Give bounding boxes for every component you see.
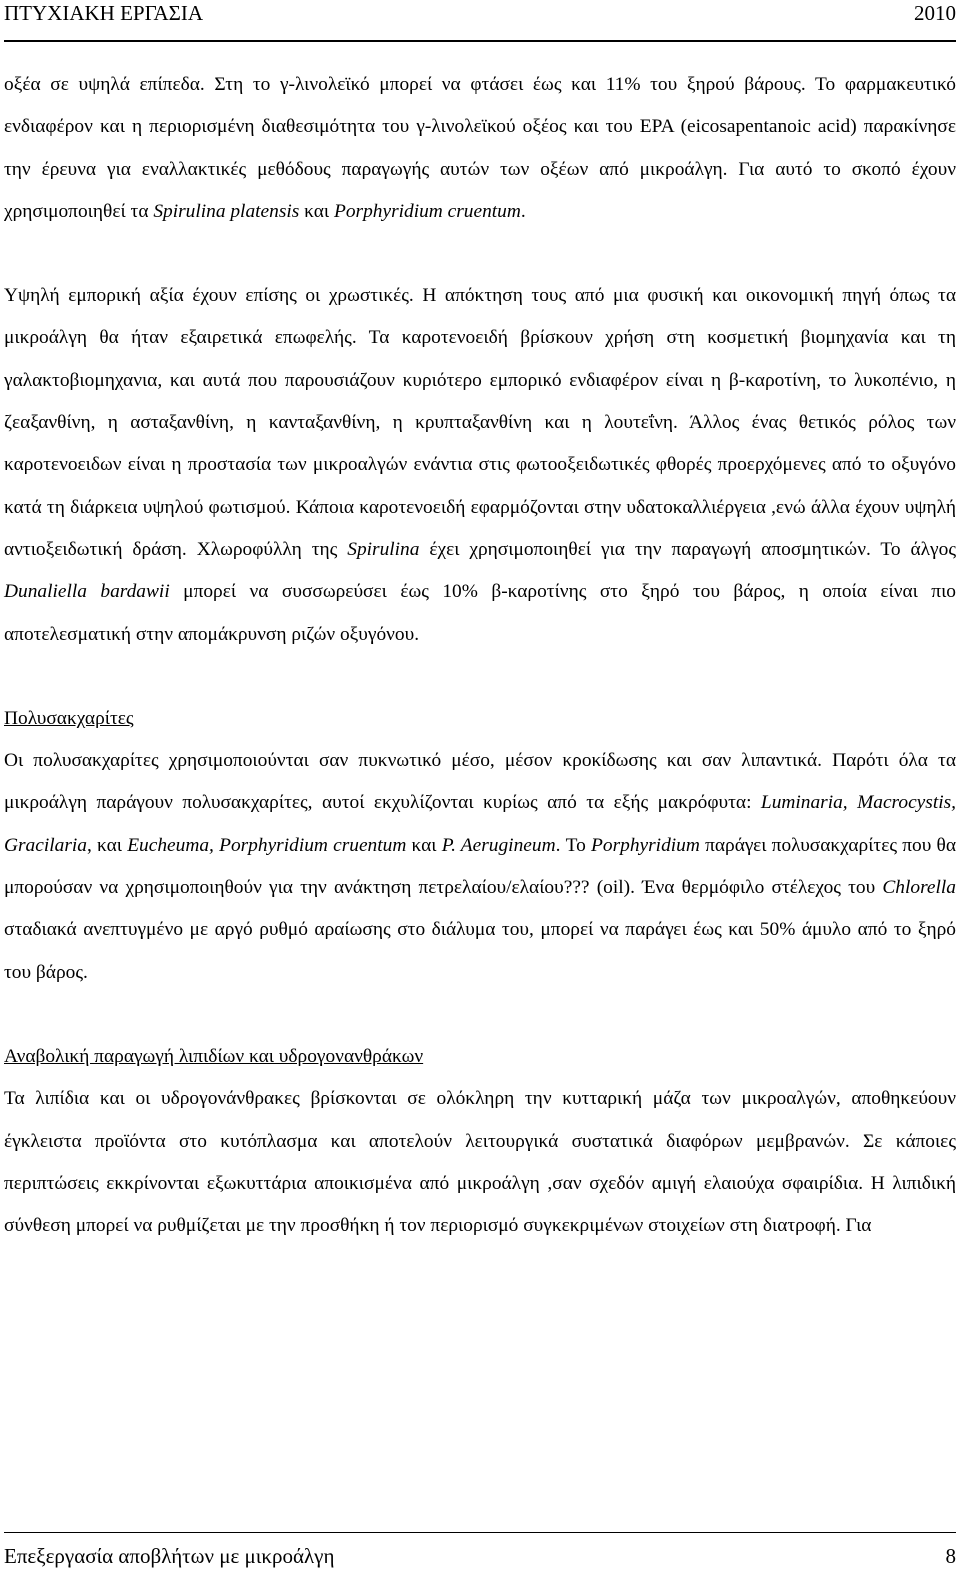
species-name: Porphyridium [591, 834, 700, 856]
paragraph-gap [4, 994, 956, 1036]
text-run: οξέα σε υψηλά επίπεδα. Στη το γ-λινολεϊκό μπορεί να φτάσει έως και 11% του ξηρού βάρους. Το φαρμακευτικό ενδιαφέρον και η περιορισμένη διαθεσιμότητα του γ-λινολεϊκού οξέος και του EPA (eicosapentanoic acid) παρακίνησε την έρευνα για εναλλακτικές μεθόδους παραγωγής αυτών των οξέων από μικροάλγη. Για αυτό το σκοπό έχουν χρησιμοποιηθεί τα [4, 74, 956, 222]
species-name: Luminaria, Macrocystis, Gracilaria [4, 792, 956, 856]
text-run: έχει χρησιμοποιηθεί για την παραγωγή αποσμητικών. Το άλγος [419, 538, 956, 560]
text-run: σταδιακά ανεπτυγμένο με αργό ρυθμό αραίωσης στο διάλυμα του, μπορεί να παράγει έως και 50% άμυλο από το ξηρό του βάρος. [4, 919, 956, 983]
section-heading-polysaccharides [4, 698, 956, 740]
text-run: , και [86, 834, 128, 856]
species-name: Spirulina [347, 538, 420, 560]
species-name: Chlorella [882, 877, 956, 899]
paragraph-lipids [4, 1078, 956, 1247]
species-name: Dunaliella bardawii [4, 581, 170, 603]
header-year: 2010 [914, 1, 956, 25]
text-run: Οι πολυσακχαρίτες χρησιμοποιούνται σαν πυκνωτικό μέσο, μέσον κροκίδωσης και σαν λιπαντικά. Παρότι όλα τα μικροάλγη παράγουν πολυσακχαρίτες, αυτοί εκχυλίζονται κυρίως από τα εξής μακρόφυτα: [4, 750, 956, 814]
paragraph-fatty-acids [4, 64, 956, 233]
text-run: Υψηλή εμπορική αξία έχουν επίσης οι χρωστικές. Η απόκτηση τους από μια φυσική και οικονομική πηγή όπως τα μικροάλγη θα ήταν εξαιρετικά επωφελής. Τα καροτενοειδή βρίσκουν χρήση στη κοσμετική βιομηχανία και τη γαλακτοβιομηχανια, και αυτά που παρουσιάζουν κυριότερο εμπορικό ενδιαφέρον είναι η β-καροτίνη, το λυκοπένιο, η ζεαξανθίνη, η ασταξανθίνη, η κανταξανθίνη, η κρυπταξανθίνη και η λουτεΐνη. Άλλος ένας θετικός ρόλος των καροτενοειδων είναι η προστασία των μικροαλγών ενάντια στις φωτοοξειδωτικές φθορές προερχόμενες από το οξυγόνο κατά τη διάρκεια υψηλού φωτισμού. Κάποια καροτενοειδή εφαρμόζονται στην υδατοκαλλιέργεια ,ενώ άλλα έχουν υψηλή αντιοξειδωτική δράση. Χλωροφύλλη της [4, 285, 956, 560]
text-run: και [299, 200, 334, 222]
text-run: Τα λιπίδια και οι υδρογονάνθρακες βρίσκονται σε ολόκληρη την κυτταρική μάζα των μικροαλγών, αποθηκεύουν έγκλειστα προϊόντα στο κυτόπλασμα και αποτελούν λειτουργικά συστατικά διαφόρων μεμβρανών. Σε κάποιες περιπτώσεις εκκρίνονται εξωκυττάρια αποικισμένα από μικροάλγη ,σαν σχεδόν αμιγή ελαιούχα σφαιρίδια. Η λιπιδική σύνθεση μπορεί να ρυθμίζεται με την προσθήκη ή τον περιορισμό συγκεκριμένων στοιχείων στη διατροφή. Για [4, 1088, 956, 1237]
text-run: . [520, 200, 526, 222]
species-name: Porphyridium cruentum [334, 200, 521, 222]
text-run: και [406, 834, 442, 856]
section-heading-lipids [4, 1036, 956, 1078]
page-footer [4, 1532, 956, 1569]
species-name: Eucheuma, Porphyridium cruentum [127, 834, 407, 856]
paragraph-gap [4, 233, 956, 275]
page-header [4, 0, 956, 42]
text-run: παράγει πολυσακχαρίτες που θα μπορούσαν να χρησιμοποιηθούν για την ανάκτηση πετρελαίου/ελαίου??? (oil). Ένα θερμόφιλο στέλεχος του [4, 834, 956, 899]
species-name: Spirulina platensis [153, 200, 300, 222]
text-run: . Το [555, 834, 592, 856]
section-heading: Αναβολική παραγωγή λιπιδίων και υδρογονανθράκων [4, 1045, 424, 1067]
header-title: ΠΤΥΧΙΑΚΗ ΕΡΓΑΣΙΑ [4, 1, 204, 25]
paragraph-polysaccharides [4, 740, 956, 994]
text-run: μπορεί να συσσωρεύσει έως 10% β-καροτίνης στο ξηρό του βάρος, η οποία είναι πιο αποτελεσματική στην απομάκρυνση ριζών οξυγόνου. [4, 581, 957, 645]
section-heading: Πολυσακχαρίτες [4, 707, 134, 729]
footer-title: Επεξεργασία αποβλήτων με μικροάλγη [4, 1544, 335, 1568]
paragraph-gap [4, 656, 956, 698]
paragraph-pigments [4, 275, 956, 656]
document-body [4, 64, 956, 1247]
page-number: 8 [945, 1544, 956, 1568]
species-name: P. Aerugineum [441, 834, 556, 856]
